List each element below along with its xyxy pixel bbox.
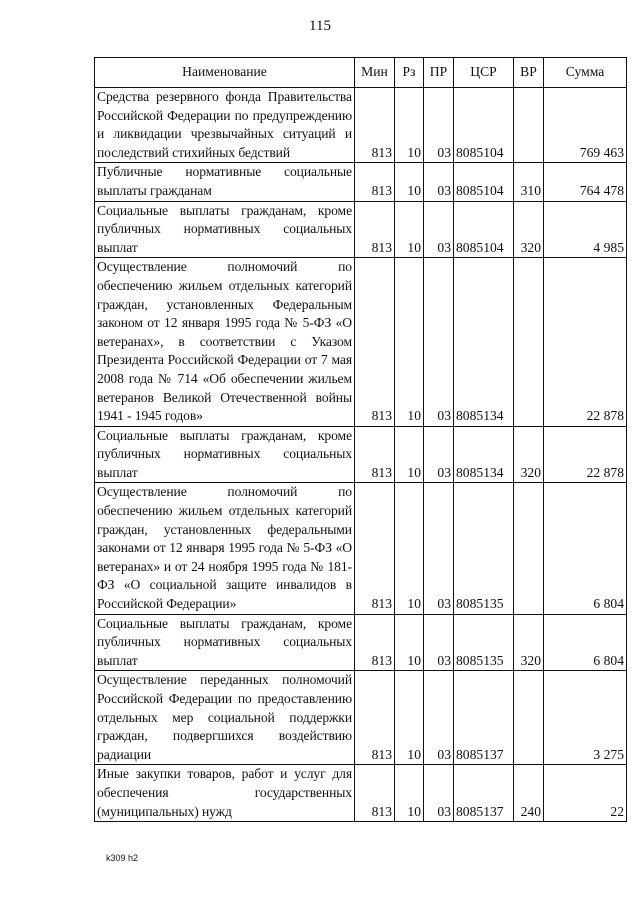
row-rz: 10 bbox=[395, 88, 424, 163]
row-sum: 4 985 bbox=[544, 201, 627, 258]
row-csr: 8085135 bbox=[454, 483, 514, 614]
row-csr: 8085104 bbox=[454, 201, 514, 258]
header-csr: ЦСР bbox=[454, 58, 514, 88]
row-csr: 8085137 bbox=[454, 671, 514, 765]
row-name: Осуществление полномочий по обеспечению жильем отдельных категорий граждан, установленных Федеральным законом от 12 января 1995 года № 5-ФЗ «О ветеранах», в соответствии с Указом Президента Российской Федерации от 7 мая 2008 года № 714 «Об обеспечении жильем ветеранов Великой Отечественной войны 1941 - 1945 годов» bbox=[95, 258, 355, 426]
row-min: 813 bbox=[355, 258, 395, 426]
row-sum: 3 275 bbox=[544, 671, 627, 765]
row-rz: 10 bbox=[395, 163, 424, 201]
row-pr: 03 bbox=[424, 163, 454, 201]
row-rz: 10 bbox=[395, 671, 424, 765]
row-pr: 03 bbox=[424, 765, 454, 822]
row-sum: 22 bbox=[544, 765, 627, 822]
row-rz: 10 bbox=[395, 614, 424, 671]
table-row bbox=[95, 614, 627, 671]
row-vr: 320 bbox=[514, 201, 544, 258]
row-vr: 320 bbox=[514, 614, 544, 671]
header-sum: Сумма bbox=[544, 58, 627, 88]
row-name: Публичные нормативные социальные выплаты гражданам bbox=[95, 163, 355, 201]
row-vr: 310 bbox=[514, 163, 544, 201]
row-pr: 03 bbox=[424, 483, 454, 614]
row-pr: 03 bbox=[424, 671, 454, 765]
row-csr: 8085104 bbox=[454, 88, 514, 163]
header-rz: Рз bbox=[395, 58, 424, 88]
table-row bbox=[95, 426, 627, 483]
row-name: Социальные выплаты гражданам, кроме публичных нормативных социальных выплат bbox=[95, 614, 355, 671]
row-csr: 8085134 bbox=[454, 258, 514, 426]
row-sum: 22 878 bbox=[544, 426, 627, 483]
row-pr: 03 bbox=[424, 88, 454, 163]
row-min: 813 bbox=[355, 671, 395, 765]
header-min: Мин bbox=[355, 58, 395, 88]
row-csr: 8085104 bbox=[454, 163, 514, 201]
table-row bbox=[95, 88, 627, 163]
budget-table bbox=[94, 57, 627, 822]
row-pr: 03 bbox=[424, 426, 454, 483]
row-rz: 10 bbox=[395, 426, 424, 483]
row-vr: 320 bbox=[514, 426, 544, 483]
header-name: Наименование bbox=[95, 58, 355, 88]
header-pr: ПР bbox=[424, 58, 454, 88]
row-vr: 240 bbox=[514, 765, 544, 822]
row-min: 813 bbox=[355, 201, 395, 258]
row-name: Иные закупки товаров, работ и услуг для обеспечения государственных (муниципальных) нужд bbox=[95, 765, 355, 822]
row-min: 813 bbox=[355, 483, 395, 614]
row-csr: 8085137 bbox=[454, 765, 514, 822]
row-sum: 6 804 bbox=[544, 483, 627, 614]
row-sum: 22 878 bbox=[544, 258, 627, 426]
row-name: Социальные выплаты гражданам, кроме публичных нормативных социальных выплат bbox=[95, 426, 355, 483]
table-row bbox=[95, 201, 627, 258]
header-row bbox=[95, 58, 627, 88]
row-name: Осуществление полномочий по обеспечению жильем отдельных категорий граждан, установленных федеральными законами от 12 января 1995 года № 5-ФЗ «О ветеранах» и от 24 ноября 1995 года № 181-ФЗ «О социальной защите инвалидов в Российской Федерации» bbox=[95, 483, 355, 614]
row-csr: 8085134 bbox=[454, 426, 514, 483]
table-row bbox=[95, 765, 627, 822]
row-vr bbox=[514, 483, 544, 614]
row-rz: 10 bbox=[395, 765, 424, 822]
row-vr bbox=[514, 258, 544, 426]
row-min: 813 bbox=[355, 765, 395, 822]
header-vr: ВР bbox=[514, 58, 544, 88]
row-name: Социальные выплаты гражданам, кроме публичных нормативных социальных выплат bbox=[95, 201, 355, 258]
row-vr bbox=[514, 671, 544, 765]
row-pr: 03 bbox=[424, 614, 454, 671]
table-row bbox=[95, 483, 627, 614]
row-pr: 03 bbox=[424, 201, 454, 258]
row-min: 813 bbox=[355, 426, 395, 483]
row-vr bbox=[514, 88, 544, 163]
row-min: 813 bbox=[355, 614, 395, 671]
row-rz: 10 bbox=[395, 201, 424, 258]
page-number: 115 bbox=[309, 18, 331, 34]
row-sum: 764 478 bbox=[544, 163, 627, 201]
table-row bbox=[95, 163, 627, 201]
row-sum: 769 463 bbox=[544, 88, 627, 163]
row-sum: 6 804 bbox=[544, 614, 627, 671]
row-rz: 10 bbox=[395, 483, 424, 614]
row-csr: 8085135 bbox=[454, 614, 514, 671]
footer-code: k309 h2 bbox=[106, 853, 139, 863]
table-row bbox=[95, 258, 627, 426]
table-row bbox=[95, 671, 627, 765]
row-rz: 10 bbox=[395, 258, 424, 426]
row-min: 813 bbox=[355, 163, 395, 201]
row-pr: 03 bbox=[424, 258, 454, 426]
row-name: Средства резервного фонда Правительства Российской Федерации по предупреждению и ликвидации чрезвычайных ситуаций и последствий стихийных бедствий bbox=[95, 88, 355, 163]
row-min: 813 bbox=[355, 88, 395, 163]
row-name: Осуществление переданных полномочий Российской Федерации по предоставлению отдельных мер социальной поддержки граждан, подвергшихся воздействию радиации bbox=[95, 671, 355, 765]
